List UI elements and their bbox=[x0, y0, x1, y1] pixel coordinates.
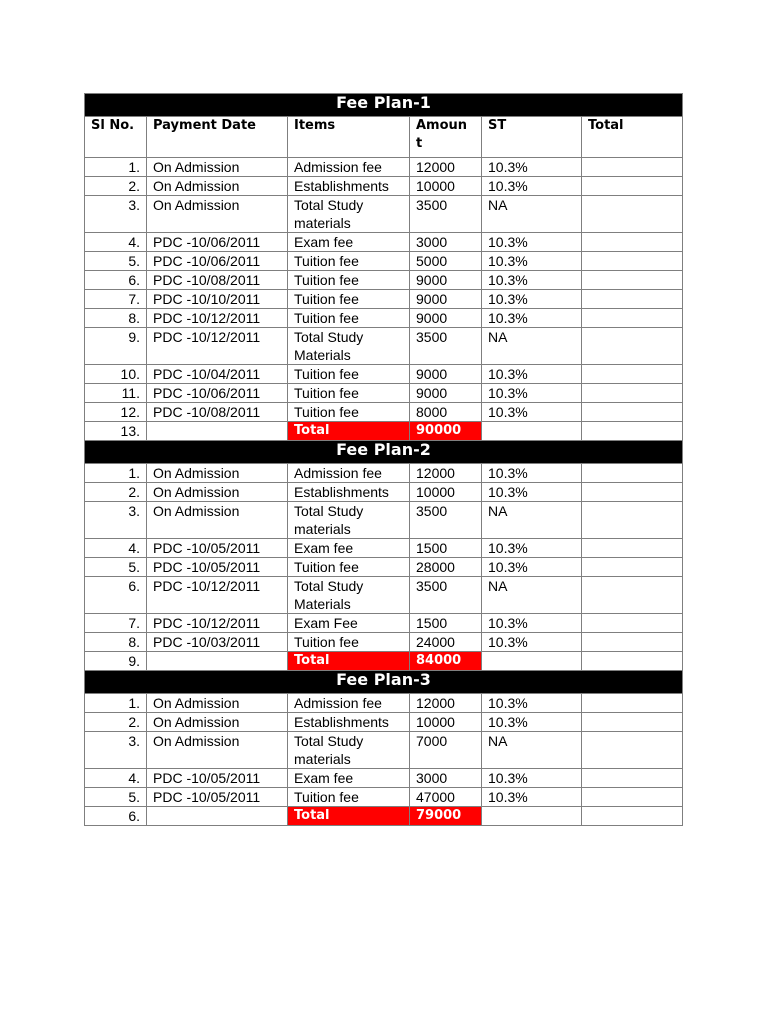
table-row bbox=[85, 196, 683, 233]
payment-date-cell: PDC -10/10/2011 bbox=[147, 290, 288, 309]
item-cell bbox=[288, 464, 410, 483]
header-st: ST bbox=[482, 117, 582, 158]
total-cell bbox=[582, 539, 683, 558]
item-cell bbox=[288, 558, 410, 577]
header-payment-date: Payment Date bbox=[147, 117, 288, 158]
st-cell: NA bbox=[482, 732, 582, 769]
plan-total-row bbox=[85, 807, 683, 826]
item-text: Tuition fee bbox=[294, 634, 359, 650]
total-cell bbox=[582, 233, 683, 252]
plan-title-row bbox=[85, 441, 683, 464]
total-amount: 79000 bbox=[410, 807, 482, 826]
item-cell bbox=[288, 694, 410, 713]
amount-cell: 9000 bbox=[410, 309, 482, 328]
total-cell bbox=[582, 807, 683, 826]
table-row bbox=[85, 558, 683, 577]
amount-cell: 12000 bbox=[410, 158, 482, 177]
total-cell bbox=[582, 464, 683, 483]
payment-date-cell: On Admission bbox=[147, 694, 288, 713]
header-amount bbox=[410, 117, 482, 158]
item-text: Total Study bbox=[294, 733, 364, 749]
amount-cell: 7000 bbox=[410, 732, 482, 769]
payment-date-cell: On Admission bbox=[147, 732, 288, 769]
table-row bbox=[85, 769, 683, 788]
sl-no-cell: 3. bbox=[85, 502, 147, 539]
amount-cell: 47000 bbox=[410, 788, 482, 807]
payment-date-cell: PDC -10/05/2011 bbox=[147, 769, 288, 788]
item-cell bbox=[288, 713, 410, 732]
st-cell: 10.3% bbox=[482, 464, 582, 483]
st-cell: NA bbox=[482, 196, 582, 233]
total-cell bbox=[582, 328, 683, 365]
header-amount-line2: t bbox=[416, 136, 423, 151]
sl-no-cell: 2. bbox=[85, 177, 147, 196]
st-cell: 10.3% bbox=[482, 614, 582, 633]
table-row bbox=[85, 732, 683, 769]
sl-no-cell: 1. bbox=[85, 694, 147, 713]
item-cell bbox=[288, 252, 410, 271]
item-text: Admission fee bbox=[294, 159, 382, 175]
amount-cell: 3500 bbox=[410, 196, 482, 233]
item-text: Exam fee bbox=[294, 540, 354, 556]
sl-no-cell: 6. bbox=[85, 807, 147, 826]
st-cell: 10.3% bbox=[482, 158, 582, 177]
payment-date-cell: PDC -10/05/2011 bbox=[147, 539, 288, 558]
payment-date-cell: On Admission bbox=[147, 502, 288, 539]
st-cell bbox=[482, 422, 582, 441]
table-row bbox=[85, 633, 683, 652]
total-cell bbox=[582, 614, 683, 633]
amount-cell: 5000 bbox=[410, 252, 482, 271]
amount-cell: 8000 bbox=[410, 403, 482, 422]
total-cell bbox=[582, 422, 683, 441]
table-row bbox=[85, 788, 683, 807]
amount-cell: 10000 bbox=[410, 713, 482, 732]
sl-no-cell: 7. bbox=[85, 290, 147, 309]
table-row bbox=[85, 464, 683, 483]
amount-cell: 12000 bbox=[410, 464, 482, 483]
item-text-line2: Materials bbox=[294, 347, 351, 363]
sl-no-cell: 7. bbox=[85, 614, 147, 633]
table-row bbox=[85, 271, 683, 290]
item-cell bbox=[288, 769, 410, 788]
payment-date-cell: On Admission bbox=[147, 177, 288, 196]
st-cell: 10.3% bbox=[482, 633, 582, 652]
table-row bbox=[85, 403, 683, 422]
amount-cell: 1500 bbox=[410, 539, 482, 558]
fee-plan-table-body bbox=[85, 94, 683, 826]
item-text: Tuition fee bbox=[294, 310, 359, 326]
item-text: Total Study bbox=[294, 578, 364, 594]
payment-date-cell: On Admission bbox=[147, 158, 288, 177]
sl-no-cell: 5. bbox=[85, 558, 147, 577]
item-text: Tuition fee bbox=[294, 291, 359, 307]
total-cell bbox=[582, 769, 683, 788]
total-cell bbox=[582, 177, 683, 196]
payment-date-cell: PDC -10/06/2011 bbox=[147, 233, 288, 252]
st-cell: NA bbox=[482, 502, 582, 539]
sl-no-cell: 5. bbox=[85, 788, 147, 807]
payment-date-cell: PDC -10/12/2011 bbox=[147, 328, 288, 365]
item-cell bbox=[288, 577, 410, 614]
amount-cell: 3500 bbox=[410, 502, 482, 539]
amount-cell: 3500 bbox=[410, 577, 482, 614]
table-row bbox=[85, 502, 683, 539]
fee-plan-table bbox=[84, 93, 683, 826]
st-cell: 10.3% bbox=[482, 177, 582, 196]
payment-date-cell: On Admission bbox=[147, 483, 288, 502]
item-cell bbox=[288, 196, 410, 233]
item-text: Establishments bbox=[294, 714, 389, 730]
payment-date-cell: PDC -10/05/2011 bbox=[147, 558, 288, 577]
payment-date-cell: PDC -10/05/2011 bbox=[147, 788, 288, 807]
table-row bbox=[85, 309, 683, 328]
amount-cell: 3000 bbox=[410, 233, 482, 252]
sl-no-cell: 13. bbox=[85, 422, 147, 441]
total-cell bbox=[582, 577, 683, 614]
table-row bbox=[85, 252, 683, 271]
payment-date-cell: On Admission bbox=[147, 713, 288, 732]
total-cell bbox=[582, 633, 683, 652]
item-text: Total Study bbox=[294, 503, 364, 519]
st-cell: 10.3% bbox=[482, 788, 582, 807]
header-amount-line1: Amoun bbox=[416, 118, 468, 133]
st-cell: 10.3% bbox=[482, 558, 582, 577]
sl-no-cell: 10. bbox=[85, 365, 147, 384]
item-cell bbox=[288, 732, 410, 769]
item-cell bbox=[288, 177, 410, 196]
st-cell: 10.3% bbox=[482, 539, 582, 558]
item-text: Admission fee bbox=[294, 695, 382, 711]
payment-date-cell bbox=[147, 807, 288, 826]
item-text: Tuition fee bbox=[294, 404, 359, 420]
total-label: Total bbox=[288, 652, 410, 671]
payment-date-cell: On Admission bbox=[147, 196, 288, 233]
sl-no-cell: 3. bbox=[85, 196, 147, 233]
item-cell bbox=[288, 403, 410, 422]
sl-no-cell: 1. bbox=[85, 464, 147, 483]
sl-no-cell: 6. bbox=[85, 271, 147, 290]
payment-date-cell: PDC -10/04/2011 bbox=[147, 365, 288, 384]
st-cell: 10.3% bbox=[482, 694, 582, 713]
sl-no-cell: 5. bbox=[85, 252, 147, 271]
item-cell bbox=[288, 633, 410, 652]
table-row bbox=[85, 483, 683, 502]
total-amount: 84000 bbox=[410, 652, 482, 671]
sl-no-cell: 12. bbox=[85, 403, 147, 422]
sl-no-cell: 4. bbox=[85, 539, 147, 558]
sl-no-cell: 8. bbox=[85, 309, 147, 328]
item-text: Tuition fee bbox=[294, 272, 359, 288]
item-text-line2: Materials bbox=[294, 596, 351, 612]
amount-cell: 9000 bbox=[410, 271, 482, 290]
amount-cell: 9000 bbox=[410, 384, 482, 403]
total-label: Total bbox=[288, 422, 410, 441]
plan-title-row bbox=[85, 671, 683, 694]
total-cell bbox=[582, 403, 683, 422]
total-cell bbox=[582, 694, 683, 713]
st-cell: NA bbox=[482, 328, 582, 365]
sl-no-cell: 4. bbox=[85, 233, 147, 252]
item-cell bbox=[288, 309, 410, 328]
payment-date-cell: PDC -10/12/2011 bbox=[147, 577, 288, 614]
sl-no-cell: 2. bbox=[85, 483, 147, 502]
payment-date-cell: PDC -10/03/2011 bbox=[147, 633, 288, 652]
total-cell bbox=[582, 309, 683, 328]
amount-cell: 9000 bbox=[410, 365, 482, 384]
total-cell bbox=[582, 158, 683, 177]
table-row bbox=[85, 539, 683, 558]
item-cell bbox=[288, 539, 410, 558]
sl-no-cell: 9. bbox=[85, 652, 147, 671]
sl-no-cell: 8. bbox=[85, 633, 147, 652]
payment-date-cell bbox=[147, 422, 288, 441]
plan-title-row bbox=[85, 94, 683, 117]
amount-cell: 24000 bbox=[410, 633, 482, 652]
table-row bbox=[85, 290, 683, 309]
st-cell: 10.3% bbox=[482, 713, 582, 732]
item-text: Tuition fee bbox=[294, 559, 359, 575]
item-cell bbox=[288, 290, 410, 309]
st-cell: NA bbox=[482, 577, 582, 614]
payment-date-cell: PDC -10/12/2011 bbox=[147, 614, 288, 633]
payment-date-cell bbox=[147, 652, 288, 671]
table-row bbox=[85, 328, 683, 365]
st-cell: 10.3% bbox=[482, 252, 582, 271]
item-text: Establishments bbox=[294, 484, 389, 500]
amount-cell: 12000 bbox=[410, 694, 482, 713]
st-cell: 10.3% bbox=[482, 384, 582, 403]
sl-no-cell: 6. bbox=[85, 577, 147, 614]
item-cell bbox=[288, 788, 410, 807]
total-cell bbox=[582, 252, 683, 271]
sl-no-cell: 11. bbox=[85, 384, 147, 403]
total-cell bbox=[582, 713, 683, 732]
item-text: Tuition fee bbox=[294, 253, 359, 269]
payment-date-cell: On Admission bbox=[147, 464, 288, 483]
header-sl-no: Sl No. bbox=[85, 117, 147, 158]
total-cell bbox=[582, 483, 683, 502]
sl-no-cell: 9. bbox=[85, 328, 147, 365]
item-text: Tuition fee bbox=[294, 385, 359, 401]
total-cell bbox=[582, 271, 683, 290]
total-cell bbox=[582, 384, 683, 403]
total-cell bbox=[582, 502, 683, 539]
amount-cell: 9000 bbox=[410, 290, 482, 309]
amount-cell: 10000 bbox=[410, 177, 482, 196]
plan-title: Fee Plan-3 bbox=[85, 671, 683, 694]
header-total: Total bbox=[582, 117, 683, 158]
item-text-line2: materials bbox=[294, 751, 351, 767]
st-cell: 10.3% bbox=[482, 403, 582, 422]
payment-date-cell: PDC -10/08/2011 bbox=[147, 271, 288, 290]
item-text-line2: materials bbox=[294, 215, 351, 231]
table-row bbox=[85, 694, 683, 713]
total-cell bbox=[582, 732, 683, 769]
table-row bbox=[85, 365, 683, 384]
column-header-row bbox=[85, 117, 683, 158]
st-cell: 10.3% bbox=[482, 309, 582, 328]
st-cell bbox=[482, 807, 582, 826]
total-cell bbox=[582, 558, 683, 577]
item-text: Exam fee bbox=[294, 234, 354, 250]
item-text: Admission fee bbox=[294, 465, 382, 481]
payment-date-cell: PDC -10/08/2011 bbox=[147, 403, 288, 422]
table-row bbox=[85, 713, 683, 732]
st-cell bbox=[482, 652, 582, 671]
item-text: Tuition fee bbox=[294, 366, 359, 382]
item-text-line2: materials bbox=[294, 521, 351, 537]
st-cell: 10.3% bbox=[482, 769, 582, 788]
item-text: Exam Fee bbox=[294, 615, 358, 631]
payment-date-cell: PDC -10/06/2011 bbox=[147, 384, 288, 403]
item-text: Establishments bbox=[294, 178, 389, 194]
item-cell bbox=[288, 233, 410, 252]
amount-cell: 1500 bbox=[410, 614, 482, 633]
sl-no-cell: 3. bbox=[85, 732, 147, 769]
total-label: Total bbox=[288, 807, 410, 826]
total-cell bbox=[582, 365, 683, 384]
st-cell: 10.3% bbox=[482, 365, 582, 384]
total-cell bbox=[582, 196, 683, 233]
plan-total-row bbox=[85, 652, 683, 671]
item-cell bbox=[288, 384, 410, 403]
st-cell: 10.3% bbox=[482, 233, 582, 252]
payment-date-cell: PDC -10/12/2011 bbox=[147, 309, 288, 328]
sl-no-cell: 4. bbox=[85, 769, 147, 788]
table-row bbox=[85, 614, 683, 633]
amount-cell: 10000 bbox=[410, 483, 482, 502]
amount-cell: 3000 bbox=[410, 769, 482, 788]
item-cell bbox=[288, 483, 410, 502]
item-cell bbox=[288, 614, 410, 633]
sl-no-cell: 2. bbox=[85, 713, 147, 732]
amount-cell: 28000 bbox=[410, 558, 482, 577]
table-row bbox=[85, 177, 683, 196]
plan-title: Fee Plan-1 bbox=[85, 94, 683, 117]
total-amount: 90000 bbox=[410, 422, 482, 441]
table-row bbox=[85, 384, 683, 403]
table-row bbox=[85, 233, 683, 252]
sl-no-cell: 1. bbox=[85, 158, 147, 177]
table-row bbox=[85, 577, 683, 614]
item-text: Tuition fee bbox=[294, 789, 359, 805]
item-text: Total Study bbox=[294, 197, 364, 213]
amount-cell: 3500 bbox=[410, 328, 482, 365]
plan-title: Fee Plan-2 bbox=[85, 441, 683, 464]
item-cell bbox=[288, 365, 410, 384]
item-cell bbox=[288, 502, 410, 539]
item-text: Total Study bbox=[294, 329, 364, 345]
st-cell: 10.3% bbox=[482, 483, 582, 502]
total-cell bbox=[582, 788, 683, 807]
payment-date-cell: PDC -10/06/2011 bbox=[147, 252, 288, 271]
item-cell bbox=[288, 271, 410, 290]
total-cell bbox=[582, 652, 683, 671]
item-text: Exam fee bbox=[294, 770, 354, 786]
st-cell: 10.3% bbox=[482, 271, 582, 290]
st-cell: 10.3% bbox=[482, 290, 582, 309]
table-row bbox=[85, 158, 683, 177]
plan-total-row bbox=[85, 422, 683, 441]
item-cell bbox=[288, 158, 410, 177]
item-cell bbox=[288, 328, 410, 365]
header-items: Items bbox=[288, 117, 410, 158]
total-cell bbox=[582, 290, 683, 309]
